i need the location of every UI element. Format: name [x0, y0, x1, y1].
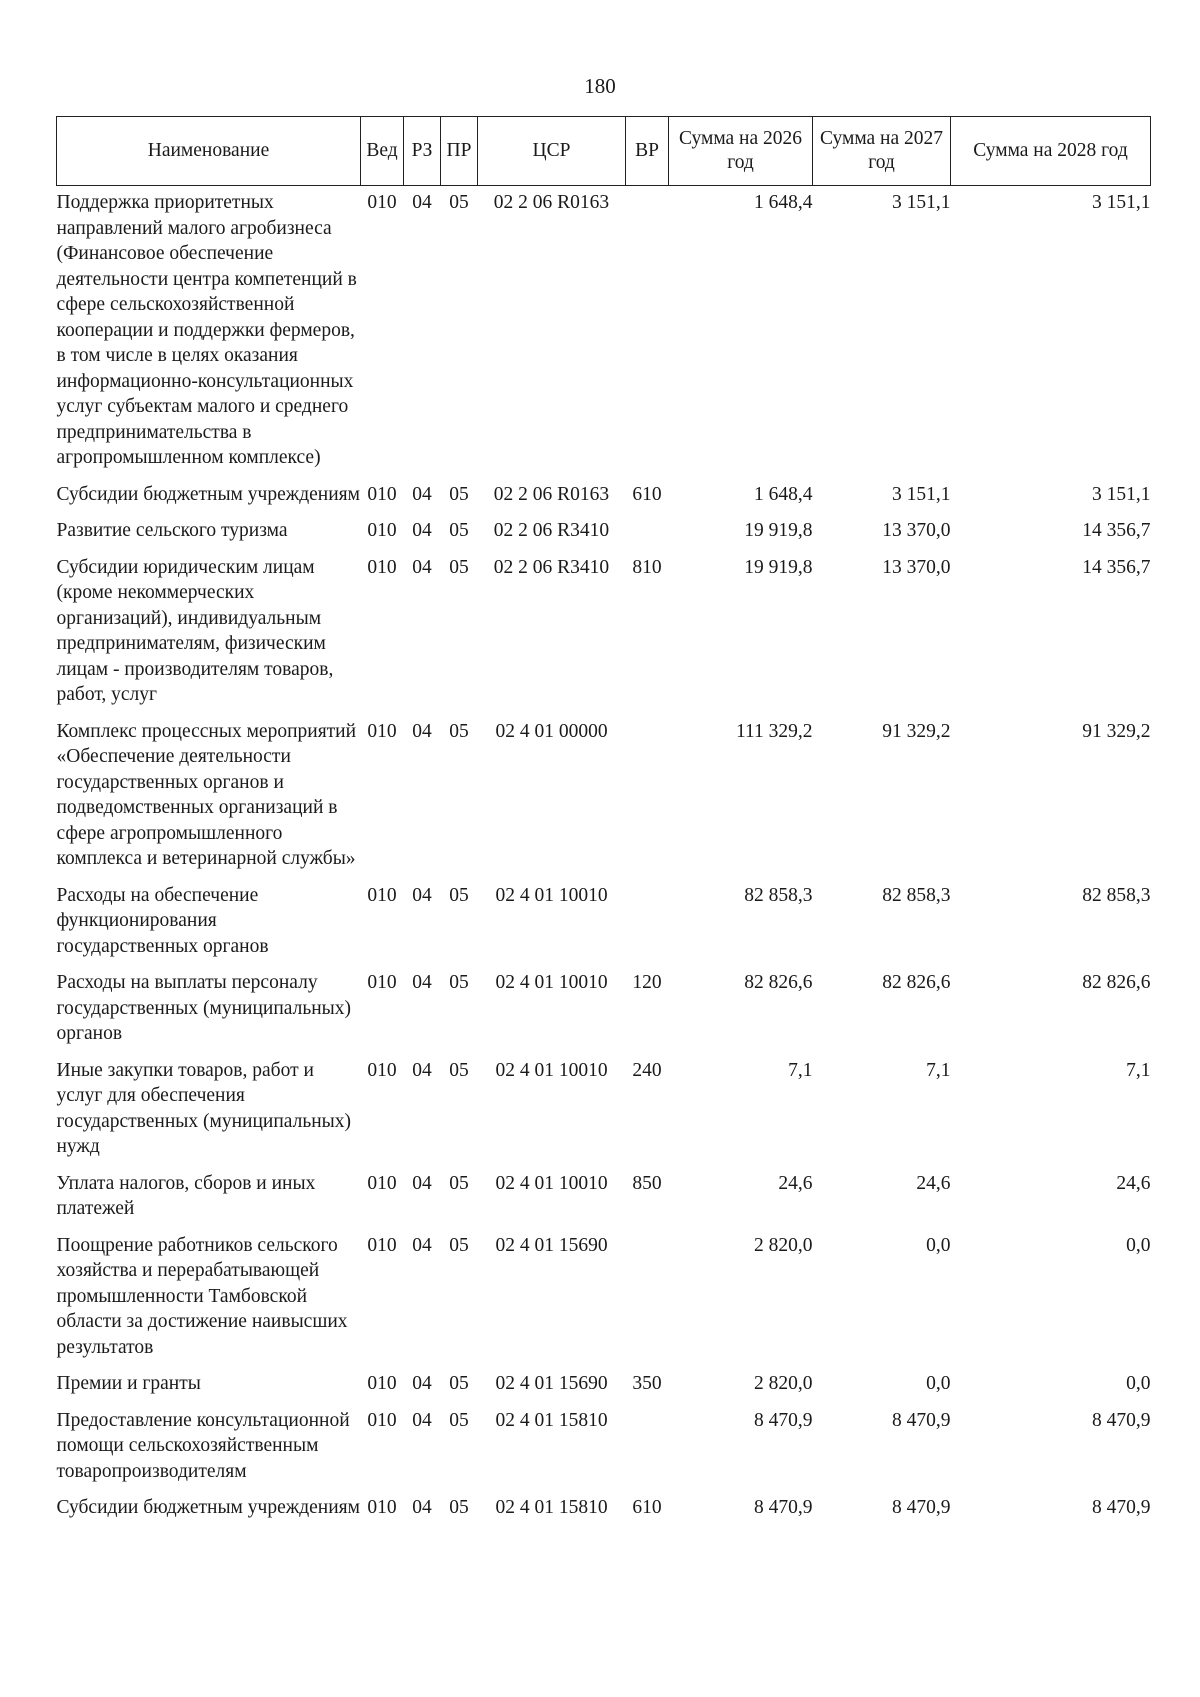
cell-sum-2028: 82 826,6 — [1082, 972, 1151, 993]
cell-ved: 010 — [367, 972, 397, 993]
budget-table — [56, 116, 1151, 1528]
cell-sum-2028: 0,0 — [1126, 1234, 1151, 1256]
cell-sum-2027: 82 858,3 — [882, 884, 951, 906]
table-row — [57, 1367, 1151, 1404]
cell-sum-2026: 1 648,4 — [754, 483, 813, 505]
cell-pr: 05 — [449, 483, 469, 505]
cell-sum-2028: 8 470,9 — [1092, 1409, 1151, 1431]
cell-sum-2026: 24,6 — [778, 1172, 813, 1194]
table-body — [57, 186, 1151, 1528]
cell-sum-2028: 0,0 — [1126, 1373, 1151, 1394]
cell-vr — [626, 715, 669, 879]
header-pr: ПР — [441, 117, 478, 186]
cell-sum-2027: 24,6 — [916, 1172, 951, 1194]
cell-vr: 850 — [632, 1172, 662, 1194]
cell-sum-2027: 8 470,9 — [892, 1497, 951, 1518]
cell-rz: 04 — [412, 192, 432, 213]
table-row — [57, 551, 1151, 715]
table-header-row — [57, 117, 1151, 186]
cell-rz: 04 — [412, 720, 432, 742]
cell-name: Уплата налогов, сборов и иных платежей — [56, 1172, 316, 1219]
cell-sum-2028: 14 356,7 — [1082, 520, 1151, 541]
cell-ved: 010 — [367, 1497, 397, 1518]
cell-rz: 04 — [412, 1409, 432, 1431]
cell-vr: 120 — [632, 972, 662, 993]
cell-pr: 05 — [449, 720, 469, 742]
header-rz: РЗ — [404, 117, 441, 186]
table-row — [57, 478, 1151, 515]
cell-sum-2026: 8 470,9 — [754, 1409, 813, 1431]
cell-rz: 04 — [412, 1234, 432, 1256]
cell-ved: 010 — [367, 720, 397, 742]
cell-vr — [626, 1229, 669, 1368]
header-ved: Вед — [361, 117, 404, 186]
cell-csr: 02 4 01 10010 — [495, 884, 608, 906]
cell-pr: 05 — [449, 972, 469, 993]
cell-csr: 02 2 06 R0163 — [493, 192, 610, 213]
cell-name: Поощрение работников сельского хозяйства и перерабатывающей промышленности Тамбовской области за достижение наивысших результатов — [56, 1234, 348, 1358]
cell-pr: 05 — [449, 556, 469, 578]
header-sum-2028: Сумма на 2028 год — [951, 117, 1151, 186]
cell-rz: 04 — [412, 884, 432, 906]
cell-name: Субсидии бюджетным учреждениям — [56, 483, 360, 505]
cell-sum-2027: 0,0 — [926, 1234, 951, 1256]
cell-csr: 02 4 01 00000 — [495, 720, 608, 742]
cell-sum-2026: 82 826,6 — [744, 972, 813, 993]
cell-vr: 810 — [632, 556, 662, 578]
cell-sum-2026: 7,1 — [788, 1059, 813, 1081]
cell-sum-2028: 3 151,1 — [1092, 192, 1151, 213]
cell-csr: 02 2 06 R0163 — [493, 483, 610, 505]
cell-csr: 02 4 01 15690 — [495, 1234, 608, 1256]
header-name: Наименование — [57, 117, 361, 186]
cell-sum-2026: 2 820,0 — [754, 1373, 813, 1394]
table-row — [57, 715, 1151, 879]
cell-pr: 05 — [449, 1497, 469, 1518]
table-row — [57, 1491, 1151, 1528]
cell-vr: 240 — [632, 1059, 662, 1081]
cell-sum-2028: 3 151,1 — [1092, 483, 1151, 505]
page-number: 180 — [584, 74, 616, 98]
cell-ved: 010 — [367, 1409, 397, 1431]
cell-sum-2026: 111 329,2 — [735, 720, 813, 742]
cell-csr: 02 4 01 10010 — [495, 972, 608, 993]
cell-sum-2026: 1 648,4 — [754, 192, 813, 213]
cell-ved: 010 — [367, 1172, 397, 1194]
cell-sum-2026: 19 919,8 — [744, 520, 813, 541]
table-row — [57, 1229, 1151, 1368]
cell-name: Комплекс процессных мероприятий «Обеспечение деятельности государственных органов и подведомственных организаций в сфере агропромышленного комплекса и ветеринарной службы» — [56, 720, 357, 869]
cell-sum-2027: 91 329,2 — [882, 720, 951, 742]
table-row — [57, 1167, 1151, 1229]
cell-pr: 05 — [449, 884, 469, 906]
cell-rz: 04 — [412, 972, 432, 993]
cell-sum-2027: 3 151,1 — [892, 192, 951, 213]
cell-name: Премии и гранты — [56, 1373, 201, 1394]
cell-ved: 010 — [367, 1234, 397, 1256]
cell-pr: 05 — [449, 1059, 469, 1081]
cell-pr: 05 — [449, 520, 469, 541]
cell-csr: 02 4 01 10010 — [495, 1059, 608, 1081]
header-sum-2026: Сумма на 2026 год — [669, 117, 813, 186]
header-csr: ЦСР — [478, 117, 626, 186]
table-row — [57, 186, 1151, 478]
cell-csr: 02 4 01 15810 — [495, 1497, 608, 1518]
cell-sum-2028: 14 356,7 — [1082, 556, 1151, 578]
cell-vr — [626, 879, 669, 967]
table-row — [57, 879, 1151, 967]
cell-csr: 02 4 01 15690 — [495, 1373, 608, 1394]
cell-pr: 05 — [449, 1409, 469, 1431]
cell-sum-2026: 8 470,9 — [754, 1497, 813, 1518]
cell-ved: 010 — [367, 192, 397, 213]
cell-sum-2028: 7,1 — [1126, 1059, 1151, 1081]
table-row — [57, 1054, 1151, 1167]
cell-pr: 05 — [449, 1373, 469, 1394]
header-sum-2027: Сумма на 2027 год — [813, 117, 951, 186]
cell-sum-2027: 0,0 — [926, 1373, 951, 1394]
cell-sum-2028: 24,6 — [1116, 1172, 1151, 1194]
cell-csr: 02 2 06 R3410 — [493, 520, 610, 541]
cell-name: Поддержка приоритетных направлений малого агробизнеса (Финансовое обеспечение деятельности центра компетенций в сфере сельскохозяйственной кооперации и поддержки фермеров, в том числе в целях оказания информационно-консультационных услуг субъектам малого и среднего предпринимательства в агропромышленном комплексе) — [56, 192, 357, 468]
cell-sum-2027: 3 151,1 — [892, 483, 951, 505]
cell-sum-2026: 82 858,3 — [744, 884, 813, 906]
cell-ved: 010 — [367, 483, 397, 505]
cell-sum-2028: 8 470,9 — [1092, 1497, 1151, 1518]
cell-sum-2027: 82 826,6 — [882, 972, 951, 993]
cell-ved: 010 — [367, 1059, 397, 1081]
cell-sum-2028: 82 858,3 — [1082, 884, 1151, 906]
cell-sum-2027: 13 370,0 — [882, 556, 951, 578]
cell-name: Развитие сельского туризма — [56, 520, 288, 541]
cell-name: Расходы на выплаты персоналу государственных (муниципальных) органов — [56, 972, 352, 1044]
cell-name: Субсидии бюджетным учреждениям — [56, 1497, 360, 1518]
cell-vr: 610 — [632, 1497, 662, 1518]
cell-vr — [626, 186, 669, 478]
table-row — [57, 1404, 1151, 1492]
cell-sum-2026: 19 919,8 — [744, 556, 813, 578]
cell-rz: 04 — [412, 1373, 432, 1394]
cell-rz: 04 — [412, 520, 432, 541]
cell-vr: 350 — [632, 1373, 662, 1394]
cell-sum-2027: 13 370,0 — [882, 520, 951, 541]
cell-csr: 02 2 06 R3410 — [493, 556, 610, 578]
cell-ved: 010 — [367, 884, 397, 906]
cell-rz: 04 — [412, 556, 432, 578]
cell-sum-2027: 8 470,9 — [892, 1409, 951, 1431]
cell-ved: 010 — [367, 1373, 397, 1394]
cell-sum-2027: 7,1 — [926, 1059, 951, 1081]
cell-ved: 010 — [367, 520, 397, 541]
cell-vr — [626, 1404, 669, 1492]
cell-name: Расходы на обеспечение функционирования государственных органов — [56, 884, 269, 957]
cell-pr: 05 — [449, 1234, 469, 1256]
cell-pr: 05 — [449, 192, 469, 213]
cell-rz: 04 — [412, 1172, 432, 1194]
cell-ved: 010 — [367, 556, 397, 578]
cell-sum-2028: 91 329,2 — [1082, 720, 1151, 742]
cell-vr — [626, 514, 669, 551]
cell-rz: 04 — [412, 1497, 432, 1518]
table-row — [57, 514, 1151, 551]
cell-pr: 05 — [449, 1172, 469, 1194]
cell-rz: 04 — [412, 1059, 432, 1081]
cell-csr: 02 4 01 15810 — [495, 1409, 608, 1431]
cell-vr: 610 — [632, 483, 662, 505]
cell-sum-2026: 2 820,0 — [754, 1234, 813, 1256]
table-row — [57, 966, 1151, 1054]
cell-name: Иные закупки товаров, работ и услуг для обеспечения государственных (муниципальных) нужд — [56, 1059, 352, 1157]
cell-csr: 02 4 01 10010 — [495, 1172, 608, 1194]
cell-name: Субсидии юридическим лицам (кроме некоммерческих организаций), индивидуальным предпринимателям, физическим лицам - производителям товаров, работ, услуг — [56, 556, 334, 705]
cell-rz: 04 — [412, 483, 432, 505]
cell-name: Предоставление консультационной помощи сельскохозяйственным товаропроизводителям — [56, 1409, 350, 1482]
header-vr: ВР — [626, 117, 669, 186]
